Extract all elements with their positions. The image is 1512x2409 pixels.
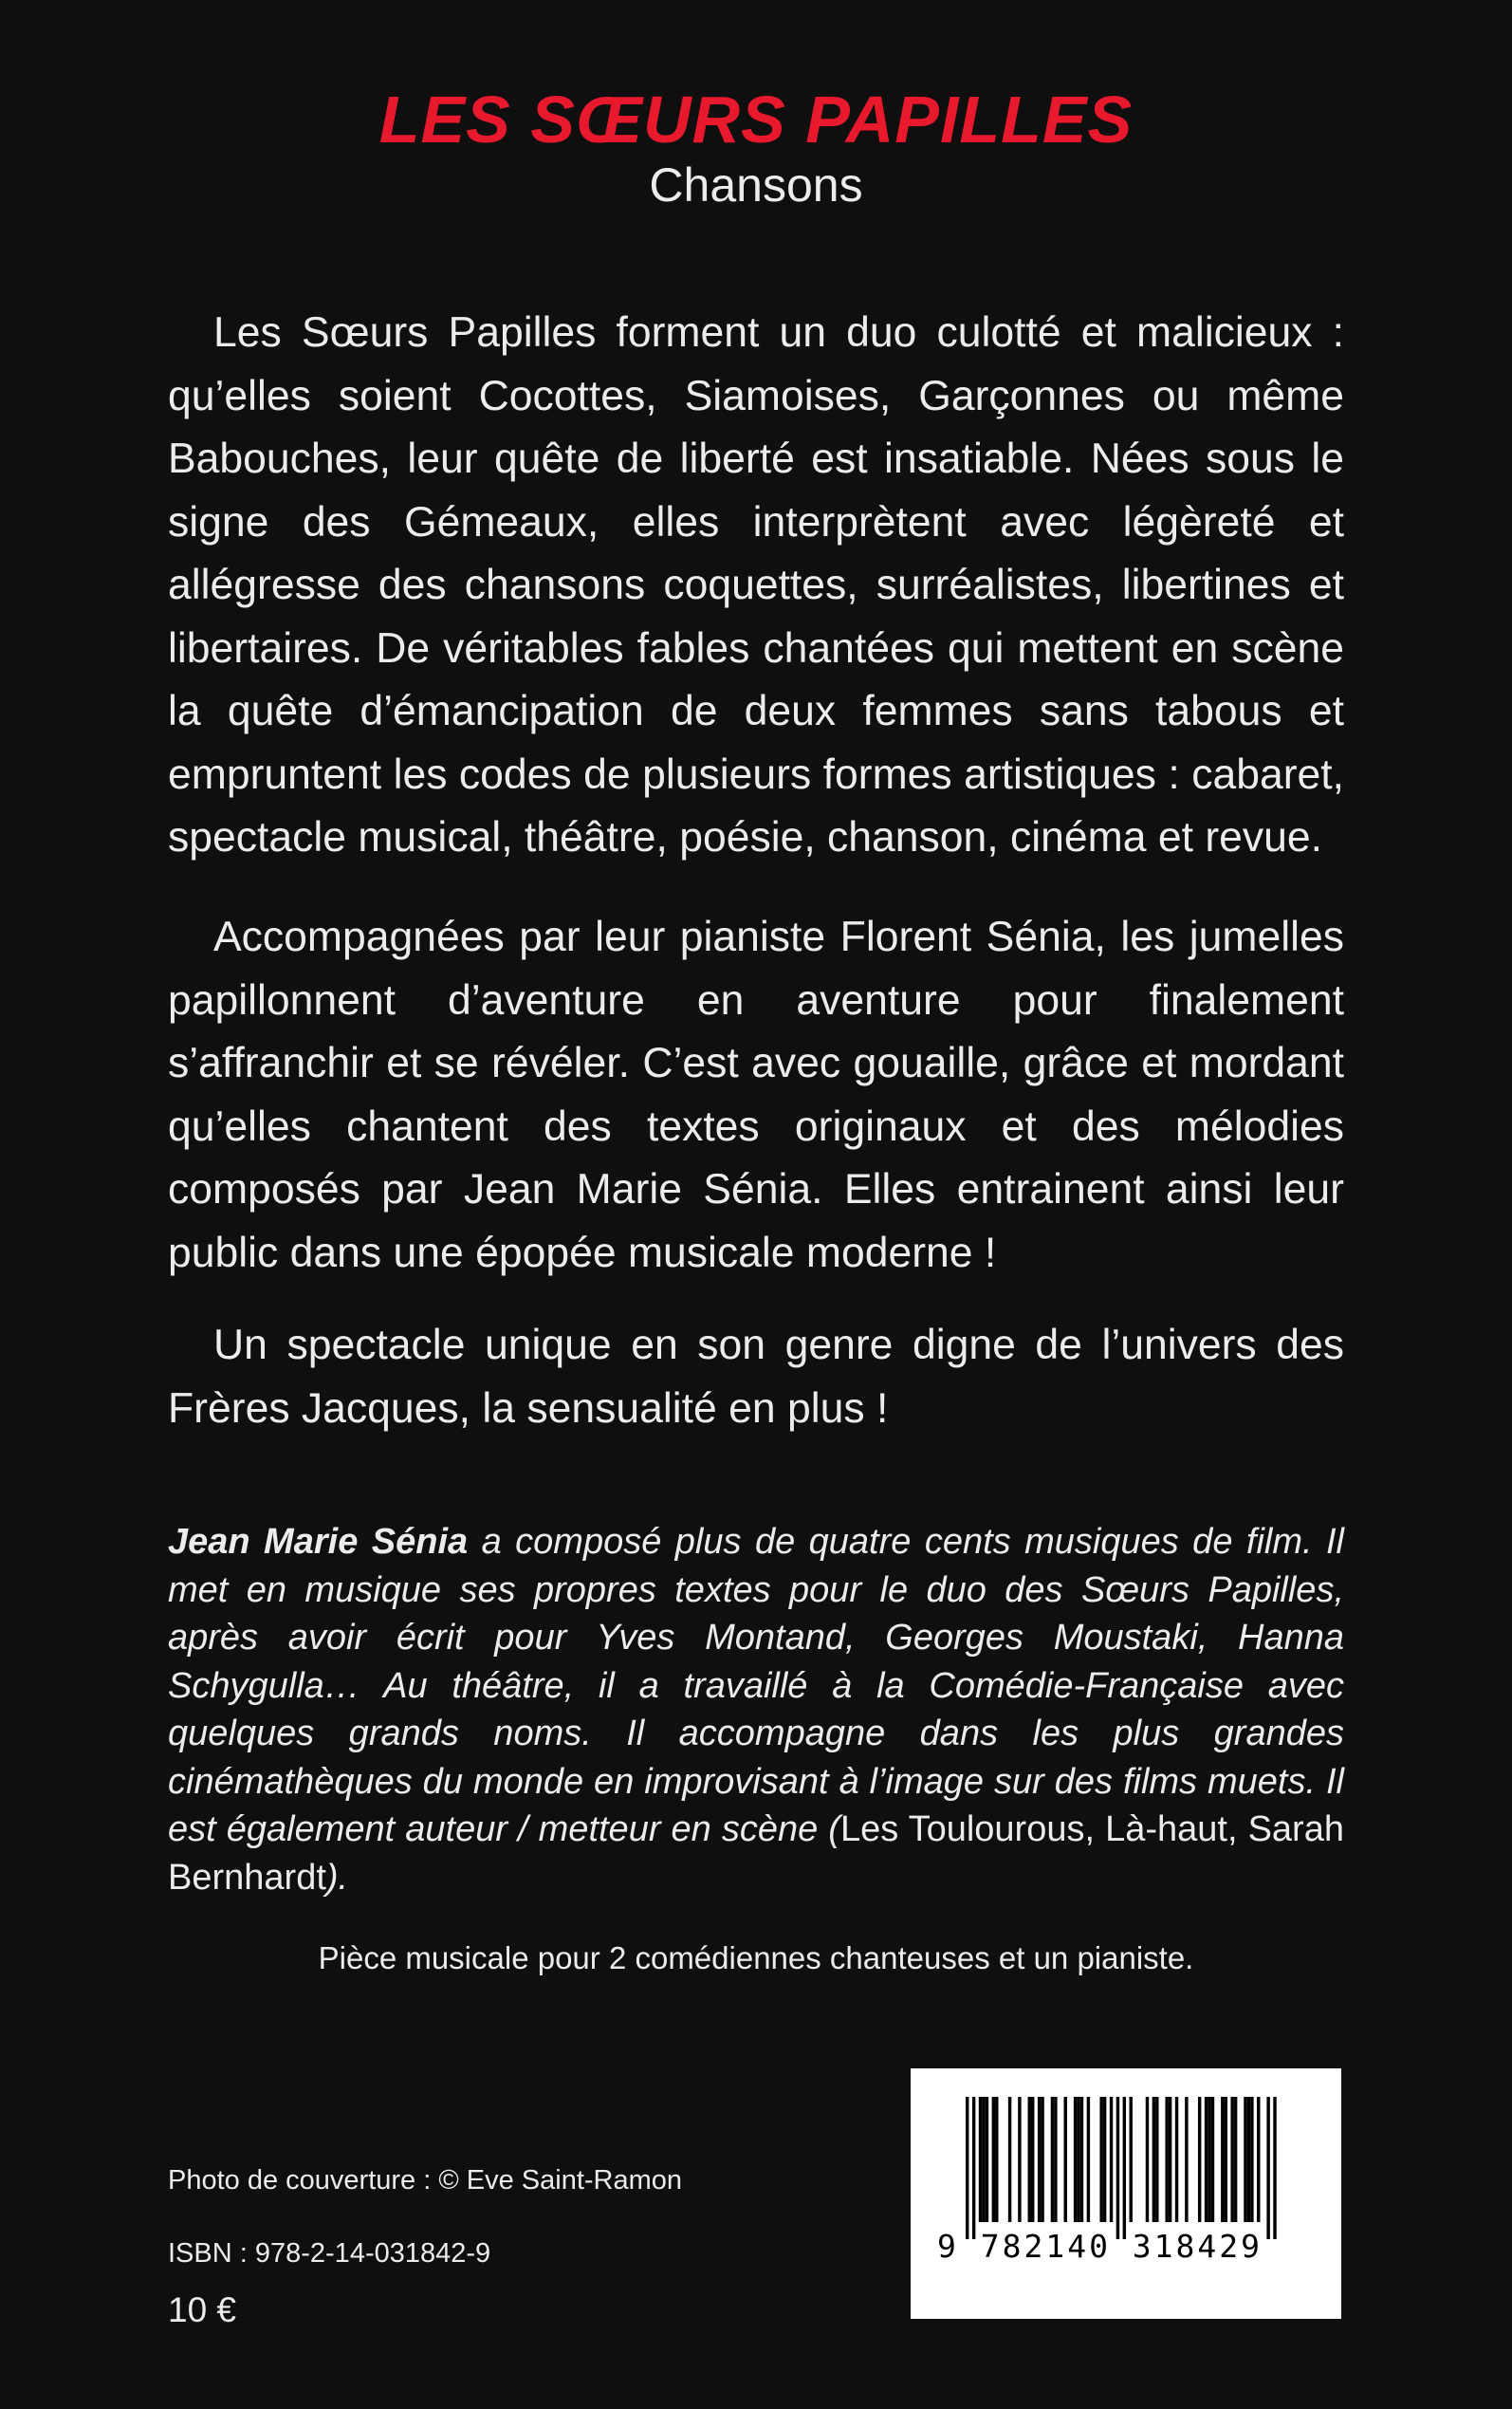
barcode: [911, 2068, 1341, 2319]
isbn: ISBN : 978-2-14-031842-9: [168, 2238, 491, 2269]
barcode-bar: [1185, 2097, 1188, 2222]
play-note: Pièce musicale pour 2 comédiennes chanteuses et un pianiste.: [318, 1940, 1194, 1975]
photo-credit: Photo de couverture : © Eve Saint-Ramon: [168, 2165, 683, 2196]
barcode-bar: [982, 2097, 985, 2222]
barcode-bar: [979, 2097, 982, 2222]
author-name: Jean Marie Sénia: [168, 1522, 469, 1562]
barcode-bar: [1234, 2097, 1237, 2222]
barcode-bar: [1099, 2097, 1102, 2222]
barcode-bar: [1116, 2097, 1119, 2239]
paragraph-text: Les Sœurs Papilles forment un duo culotté et malicieux : qu’elles soient Cocottes, Siamoises, Garçonnes ou même Babouches, leur quête de liberté est insatiable. Nées sous le signe des Gémeaux, elles interprètent avec légèreté et allégresse des chansons coquettes, surréalistes, libertines et libertaires. De véritables fables chantées qui mettent en scène la quête d’émancipation de deux femmes sans tabous et empruntent les codes de plusieurs formes artistiques : cabaret, spectacle musical, théâtre, poésie, chanson, cinéma et revue.: [168, 309, 1344, 861]
barcode-bar: [1198, 2097, 1201, 2222]
paragraph-text: Accompagnées par leur pianiste Florent Sénia, les jumelles papillonnent d’aventure en aventure pour finalement s’affranchir et se révéler. C’est avec gouaille, grâce et mordant qu’elles chantent des textes originaux et des mélodies composés par Jean Marie Sénia. Elles entrainent ainsi leur public dans une épopée musicale moderne !: [168, 914, 1344, 1276]
barcode-bar: [1051, 2097, 1054, 2222]
barcode-bar: [992, 2097, 995, 2222]
barcode-bar: [1080, 2097, 1083, 2222]
barcode-bar: [972, 2097, 975, 2239]
author-bio: [168, 1518, 1344, 1901]
barcode-bar: [1244, 2097, 1246, 2222]
barcode-bar: [1130, 2097, 1133, 2222]
barcode-bar: [1257, 2097, 1260, 2222]
barcode-bar: [1074, 2097, 1077, 2222]
barcode-bar: [1028, 2097, 1031, 2222]
barcode-bar: [1146, 2097, 1149, 2222]
barcode-bar: [1087, 2097, 1090, 2222]
barcode-bar: [966, 2097, 968, 2239]
barcode-bar: [1152, 2097, 1155, 2222]
barcode-bar: [1208, 2097, 1210, 2222]
barcode-bar: [1064, 2097, 1067, 2222]
barcode-bar: [1038, 2097, 1041, 2222]
barcode-bar: [1103, 2097, 1106, 2222]
description-paragraph-3: [168, 1314, 1344, 1440]
barcode-bar: [1225, 2097, 1227, 2222]
barcode-bar: [1123, 2097, 1126, 2239]
barcode-bar: [1221, 2097, 1224, 2222]
barcode-bar: [1110, 2097, 1113, 2222]
book-subtitle: Chansons: [649, 158, 863, 212]
paren-open: (: [828, 1809, 840, 1849]
barcode-bar: [1165, 2097, 1168, 2222]
barcode-bar: [1175, 2097, 1178, 2222]
barcode-bar: [1054, 2097, 1057, 2222]
barcode-bar: [1031, 2097, 1034, 2222]
barcode-digits: 9 782140 318429: [937, 2228, 1263, 2265]
barcode-bar: [1205, 2097, 1208, 2222]
description-paragraph-1: [168, 302, 1344, 870]
barcode-bar: [1008, 2097, 1011, 2222]
barcode-bar: [986, 2097, 988, 2222]
author-bio-text: a composé plus de quatre cents musiques de film. Il met en musique ses propres textes pour le duo des Sœurs Papilles, après avoir écrit pour Yves Montand, Georges Moustaki, Hanna Schygulla… Au théâtre, il a travaillé à la Comédie-Française avec quelques grands noms. Il accompagne dans les plus grandes cinémathèques du monde en improvisant à l’image sur des films muets. Il est également auteur / metteur en scène: [168, 1522, 1344, 1849]
barcode-bars: [911, 2068, 1341, 2319]
barcode-bar: [1230, 2097, 1233, 2222]
paragraph-text: Un spectacle unique en son genre digne de l’univers des Frères Jacques, la sensualité en plus !: [168, 1322, 1344, 1432]
barcode-bar: [1211, 2097, 1214, 2222]
barcode-bar: [1041, 2097, 1043, 2222]
barcode-bar: [1266, 2097, 1269, 2239]
price: 10 €: [168, 2290, 237, 2329]
description-paragraph-2: [168, 906, 1344, 1285]
paren-close: ).: [325, 1857, 349, 1898]
barcode-bar: [1155, 2097, 1158, 2222]
author-works: Les Toulourous, Là-haut, Sarah Bernhardt: [168, 1809, 1344, 1898]
barcode-bar: [1169, 2097, 1171, 2222]
barcode-bar: [1273, 2097, 1276, 2239]
barcode-bar: [1250, 2097, 1253, 2222]
barcode-bar: [995, 2097, 998, 2222]
barcode-bar: [1018, 2097, 1021, 2222]
book-title: LES SŒURS PAPILLES: [378, 83, 1134, 157]
barcode-bar: [1077, 2097, 1079, 2222]
barcode-bar: [1247, 2097, 1250, 2222]
